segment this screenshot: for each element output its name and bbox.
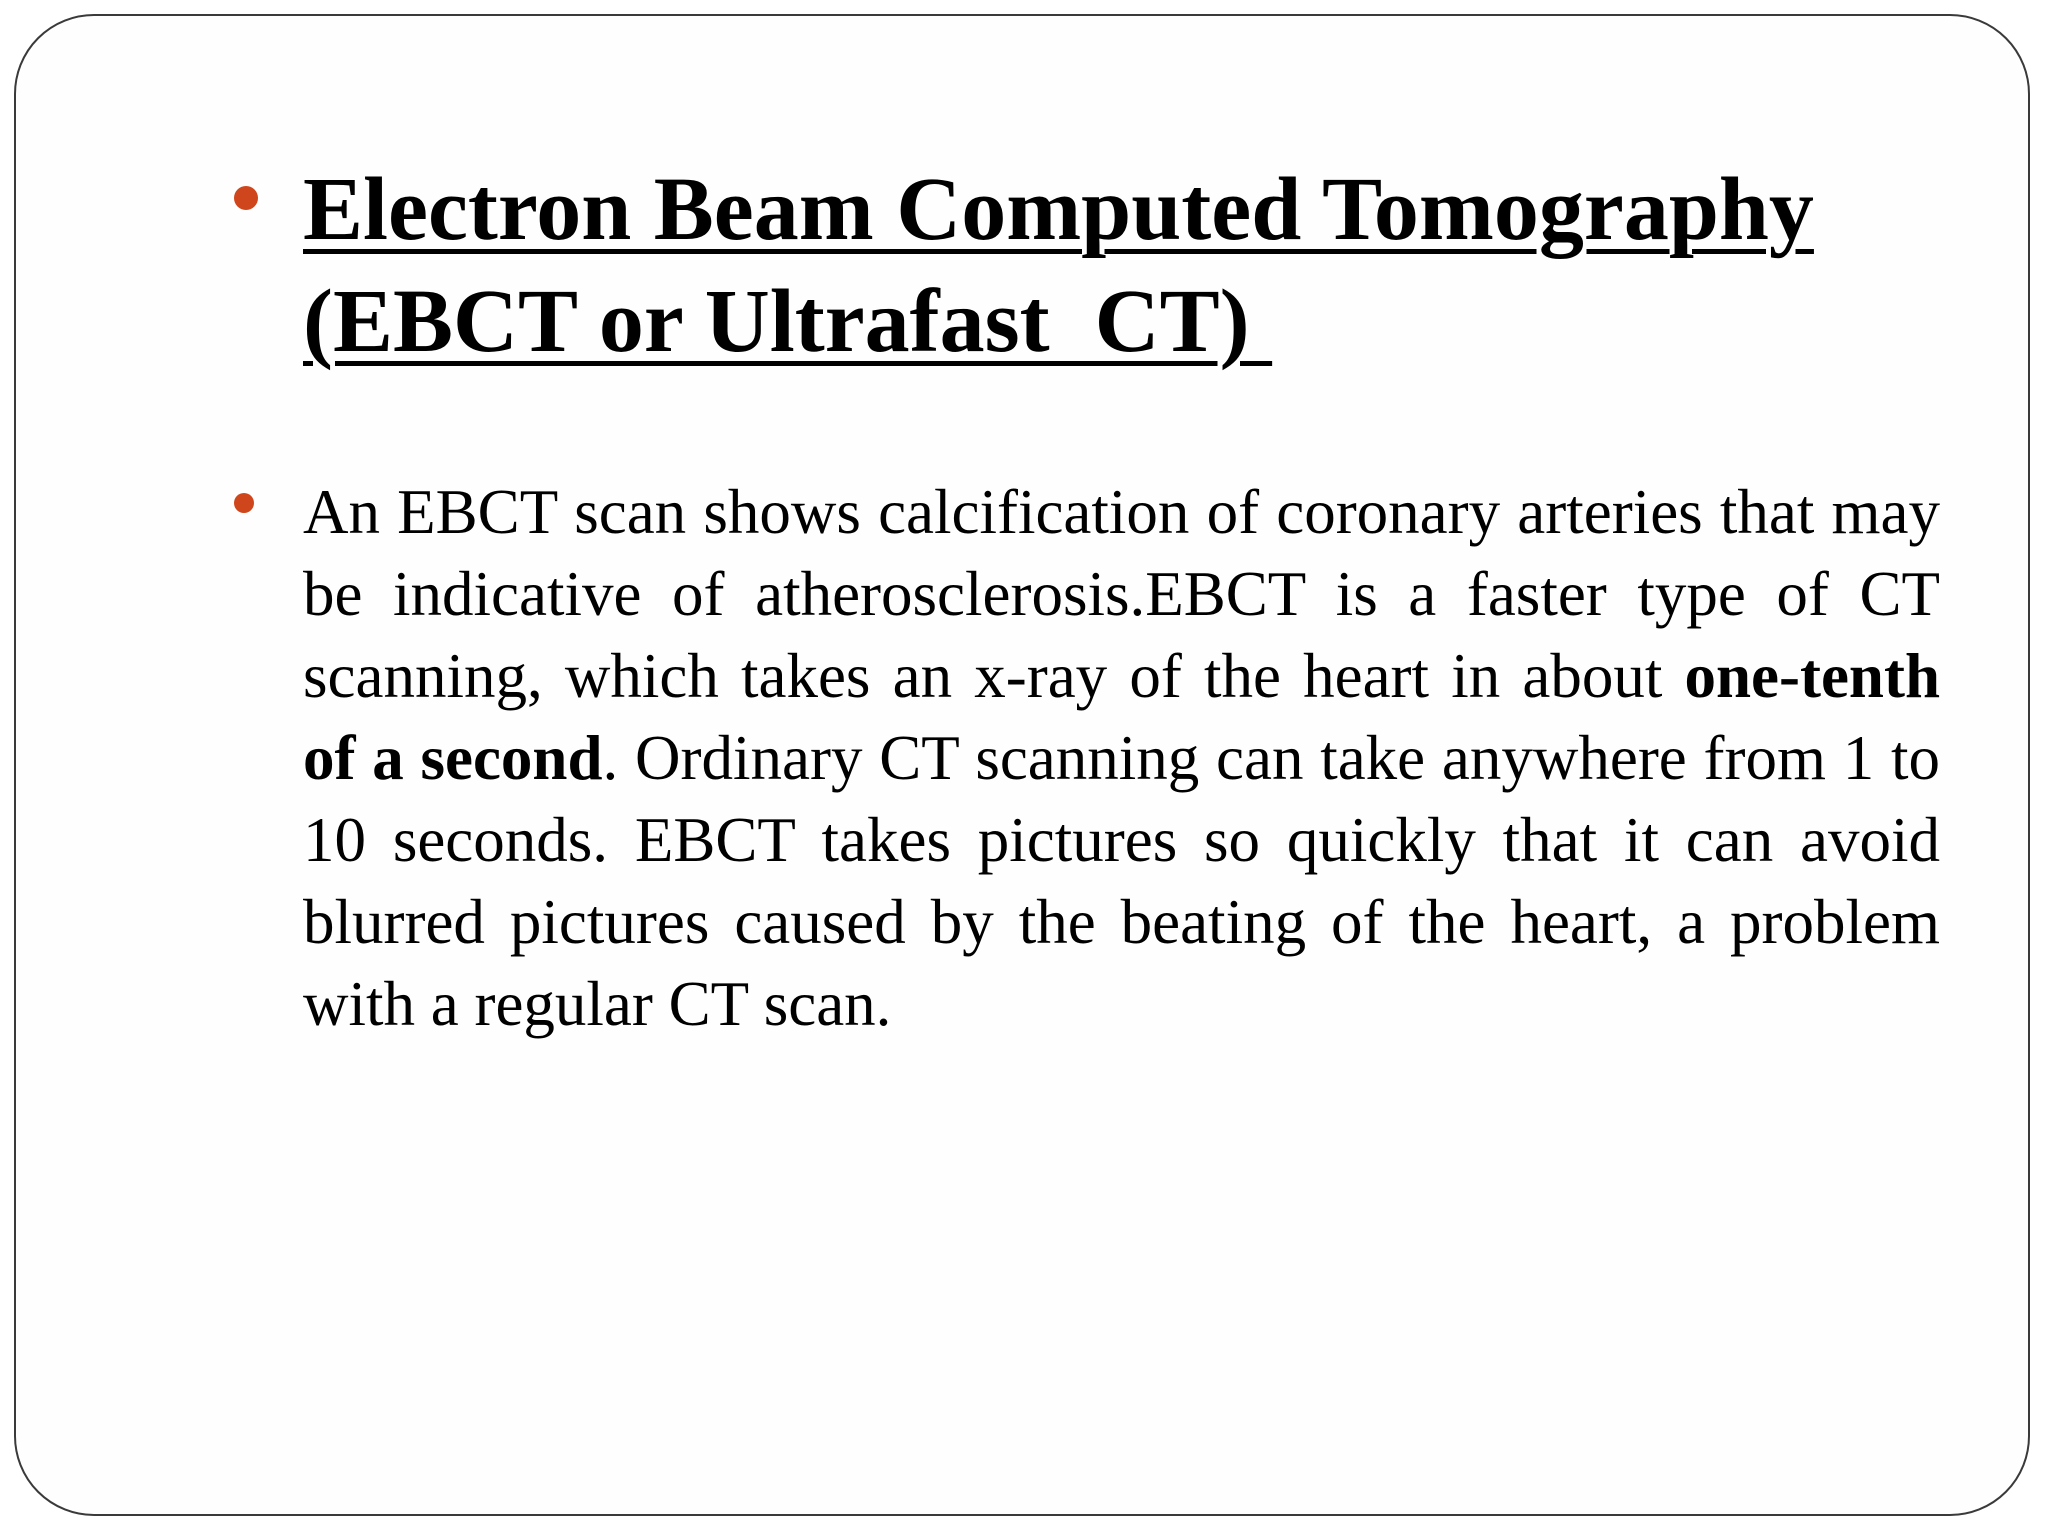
body-text-part-1: An EBCT scan shows calcification of coronary arteries that may be indicative of atherosclerosis.EBCT is a faster type of CT scanning, which takes an x-ray of the heart in about [303,477,1940,711]
body-paragraph [303,471,1940,1045]
bullet-dot-icon [234,493,254,513]
body-text-emphasis: one-tenth of a second [303,641,1940,793]
bullet-dot-icon [234,186,258,210]
heading-line-2: (EBCT or Ultrafast CT) [303,272,1273,371]
body-text-part-2: . Ordinary CT scanning can take anywhere from 1 to 10 seconds. EBCT takes pictures so quickly that it can avoid blurred pictures caused by the beating of the heart, a problem with a regular CT scan. [303,723,1940,1039]
slide-frame [14,14,2030,1516]
slide-heading [303,154,1863,378]
heading-line-1: Electron Beam Computed Tomography [303,160,1814,259]
